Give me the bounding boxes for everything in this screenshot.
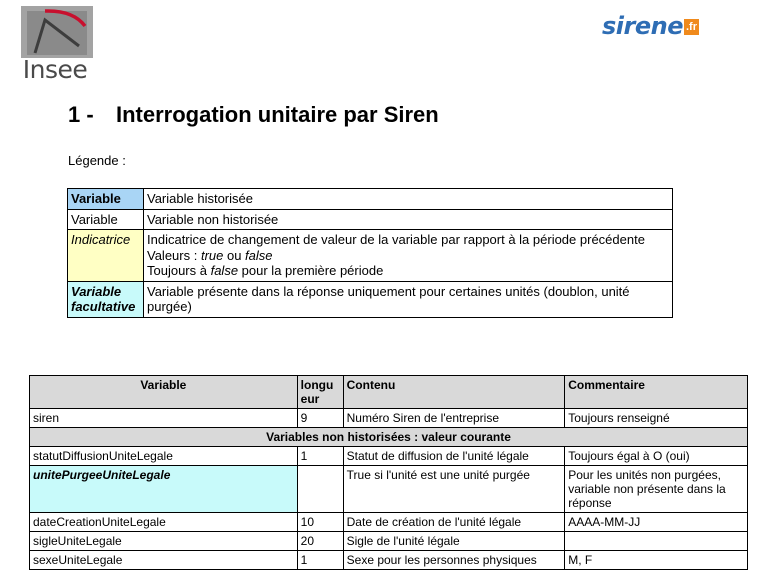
legend-key-historisee: Variable — [68, 189, 144, 210]
value-true: true — [200, 247, 224, 263]
indicatrice-line-2 — [147, 248, 669, 264]
legend-row-indicatrice — [68, 230, 673, 282]
cell-commentaire: Toujours égal à O (oui) — [565, 447, 748, 466]
header-longueur: longu eur — [297, 376, 343, 409]
legend-row-facultative — [68, 281, 673, 317]
indicatrice-line-1: Indicatrice de changement de valeur de la variable par rapport à la période précédente — [147, 232, 645, 247]
legend-table — [67, 188, 673, 318]
cell-variable: dateCreationUniteLegale — [30, 513, 298, 532]
cell-contenu: Date de création de l'unité légale — [343, 513, 565, 532]
cell-variable: sexeUniteLegale — [30, 551, 298, 570]
insee-logo — [14, 6, 96, 84]
cell-longueur: 9 — [297, 409, 343, 428]
legend-desc-historisee: Variable historisée — [144, 189, 673, 210]
table-row — [30, 466, 748, 513]
variables-table — [29, 375, 748, 570]
cell-variable: unitePurgeeUniteLegale — [30, 466, 298, 513]
cell-commentaire: M, F — [565, 551, 748, 570]
legend-key-facultative — [68, 281, 144, 317]
cell-contenu: Sigle de l'unité légale — [343, 532, 565, 551]
cell-longueur: 20 — [297, 532, 343, 551]
table-header-row — [30, 376, 748, 409]
cell-longueur: 1 — [297, 447, 343, 466]
table-row — [30, 532, 748, 551]
insee-logo-mark — [21, 6, 93, 58]
indicatrice-always-suffix: pour la première période — [238, 263, 384, 278]
legend-desc-indicatrice — [144, 230, 673, 282]
sirene-logo-text: sirene — [602, 12, 683, 40]
cell-contenu: Sexe pour les personnes physiques — [343, 551, 565, 570]
sirene-logo — [602, 6, 699, 40]
legend-key-facultative-line-2: facultative — [71, 299, 136, 314]
cell-contenu: Statut de diffusion de l'unité légale — [343, 447, 565, 466]
legend-row-historisee — [68, 189, 673, 210]
table-row — [30, 409, 748, 428]
section-number: 1 - — [68, 102, 94, 127]
cell-variable: sigleUniteLegale — [30, 532, 298, 551]
legend-label: Légende : — [68, 153, 126, 168]
cell-commentaire: Pour les unités non purgées, variable non présente dans la réponse — [565, 466, 748, 513]
cell-variable: statutDiffusionUniteLegale — [30, 447, 298, 466]
indicatrice-always-prefix: Toujours à — [147, 263, 211, 278]
table-row — [30, 513, 748, 532]
header-variable: Variable — [30, 376, 298, 409]
legend-desc-facultative: Variable présente dans la réponse uniquement pour certaines unités (doublon, unité purgée) — [144, 281, 673, 317]
cell-commentaire: AAAA-MM-JJ — [565, 513, 748, 532]
table-row — [30, 551, 748, 570]
cell-longueur: 1 — [297, 551, 343, 570]
legend-desc-non-historisee: Variable non historisée — [144, 209, 673, 230]
cell-contenu: Numéro Siren de l'entreprise — [343, 409, 565, 428]
table-row — [30, 447, 748, 466]
legend-key-non-historisee: Variable — [68, 209, 144, 230]
legend-key-indicatrice: Indicatrice — [68, 230, 144, 282]
page-title — [68, 102, 439, 128]
insee-logo-text: Insee — [22, 55, 88, 84]
table-section-row — [30, 428, 748, 447]
sirene-logo-suffix: .fr — [686, 21, 697, 33]
indicatrice-line-3 — [147, 263, 669, 279]
cell-variable: siren — [30, 409, 298, 428]
section-heading: Variables non historisées : valeur courante — [30, 428, 748, 447]
legend-row-non-historisee — [68, 209, 673, 230]
cell-longueur: 10 — [297, 513, 343, 532]
value-separator: ou — [223, 247, 246, 263]
cell-contenu: True si l'unité est une unité purgée — [343, 466, 565, 513]
indicatrice-values-label: Valeurs : — [147, 247, 201, 263]
legend-key-facultative-line-1: Variable — [71, 283, 122, 299]
header-contenu: Contenu — [343, 376, 565, 409]
cell-commentaire — [565, 532, 748, 551]
cell-longueur — [297, 466, 343, 513]
value-false-first: false — [210, 263, 239, 278]
cell-commentaire: Toujours renseigné — [565, 409, 748, 428]
value-false: false — [245, 247, 273, 263]
header-commentaire: Commentaire — [565, 376, 748, 409]
section-title: Interrogation unitaire par Siren — [116, 102, 439, 127]
